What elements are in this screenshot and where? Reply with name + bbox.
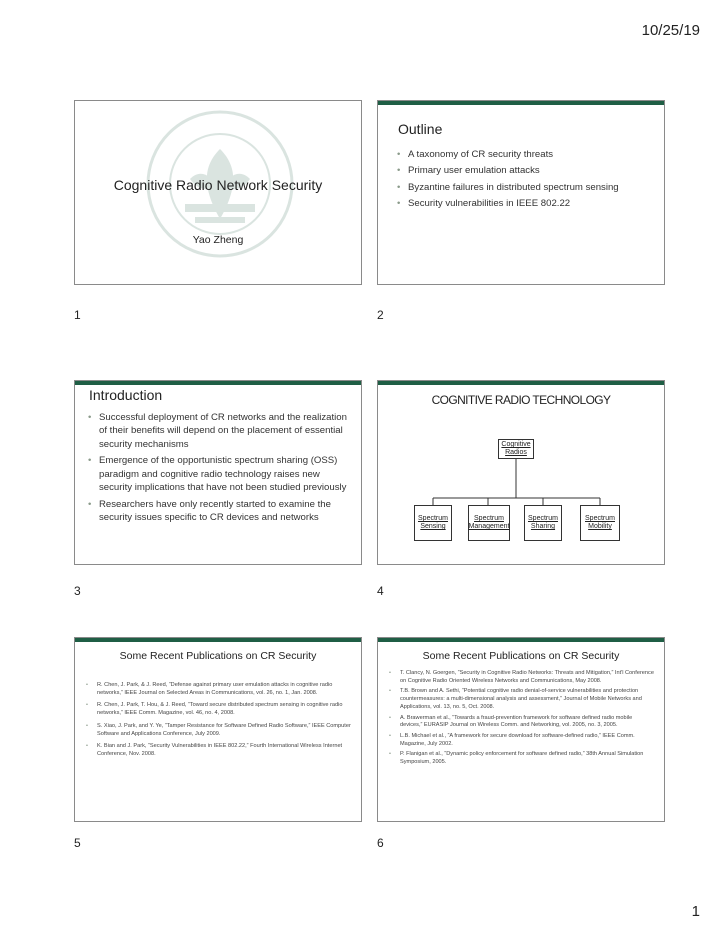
slide-number: 1 [74,308,81,322]
page-number: 1 [691,903,700,920]
slide-title: Outline [398,121,443,137]
reference-item: • T.B. Brown and A. Sethi, “Potential cognitive radio denial-of-service vulnerabilities and protection countermeasures: a multi-dimensional analysis and assessment,” Journal of Mobile Networks and Applications, vol. 13, no. 5, Oct. 2008. [388,688,656,711]
reference-item: • L.B. Michael et al., “A framework for secure download for software-defined radio,” IEEE Comm. Magazine, July 2002. [388,733,656,748]
slide-number: 5 [74,836,81,850]
reference-item: • A. Brawerman et al., “Towards a fraud-prevention framework for software defined radio mobile devices,” EURASIP Journal on Wireless Comm. and Networking, vol. 2005, no. 3, 2005. [388,715,656,730]
bullet: • Security vulnerabilities in IEEE 802.22 [396,197,654,210]
slide-author: Yao Zheng [192,234,244,246]
reference-item: • P. Flanigan et al., “Dynamic policy enforcement for software defined radio,” 38th Annual Simulation Symposium, 2005. [388,751,656,766]
slide-title: Introduction [89,387,163,403]
slide-1[interactable] [74,100,362,285]
diagram-node: Spectrum Sensing [414,505,452,541]
slide-3[interactable] [74,380,362,565]
slide-title: Cognitive Radio Network Security [113,177,323,193]
title-bar [75,381,361,385]
reference-item: • K. Bian and J. Park, “Security Vulnerabilities in IEEE 802.22,” Fourth International Wireless Internet Conference, Nov. 2008. [85,743,353,758]
reference-item: • T. Clancy, N. Goergen, “Security in Cognitive Radio Networks: Threats and Mitigation,” Int'l Conference on Cognitive Radio Oriented Wireless Networks and Communications, May 2008. [388,670,656,685]
slide-5[interactable] [74,637,362,822]
slide-number: 2 [377,308,384,322]
slide-title: Some Recent Publications on CR Security [422,650,620,662]
header-date: 10/25/19 [641,22,700,39]
slide-2[interactable] [377,100,665,285]
bullet: • Primary user emulation attacks [396,164,654,177]
slide-number: 4 [377,584,384,598]
slide-title: Some Recent Publications on CR Security [119,650,317,662]
slide-title: COGNITIVE RADIO TECHNOLOGY [431,393,611,407]
slide-6[interactable] [377,637,665,822]
bullet: • A taxonomy of CR security threats [396,148,654,161]
title-bar [378,638,664,642]
bullet: • Emergence of the opportunistic spectrum sharing (OSS) paradigm and cognitive radio technology raises new security implications that have not been studied previously [87,454,351,494]
diagram-node: Spectrum Management [468,505,510,541]
slide-4[interactable] [377,380,665,565]
bullet: • Successful deployment of CR networks and the realization of their benefits will depend on the placement of essential security mechanisms [87,411,351,451]
reference-item: • S. Xiao, J. Park, and Y. Ye, “Tamper Resistance for Software Defined Radio Software,” IEEE Computer Software and Applications Conference, July 2009. [85,723,353,738]
slide-number: 6 [377,836,384,850]
slide-number: 3 [74,584,81,598]
diagram-node: Spectrum Mobility [580,505,620,541]
diagram-node: Spectrum Sharing [524,505,562,541]
bullet: • Researchers have only recently started to examine the security issues specific to CR devices and networks [87,498,351,525]
reference-item: • R. Chen, J. Park, T. Hou, & J. Reed, “Toward secure distributed spectrum sensing in cognitive radio networks,” IEEE Comm. Magazine, vol. 46, no. 4, 2008. [85,702,353,717]
reference-item: • R. Chen, J. Park, & J. Reed, “Defense against primary user emulation attacks in cognitive radio networks,” IEEE Journal on Selected Areas in Communications, vol. 26, no. 1, Jan. 2008. [85,682,353,697]
title-bar [75,638,361,642]
bullet: • Byzantine failures in distributed spectrum sensing [396,181,654,194]
diagram-node-root: Cognitive Radios [498,439,534,459]
title-bar [378,101,664,105]
